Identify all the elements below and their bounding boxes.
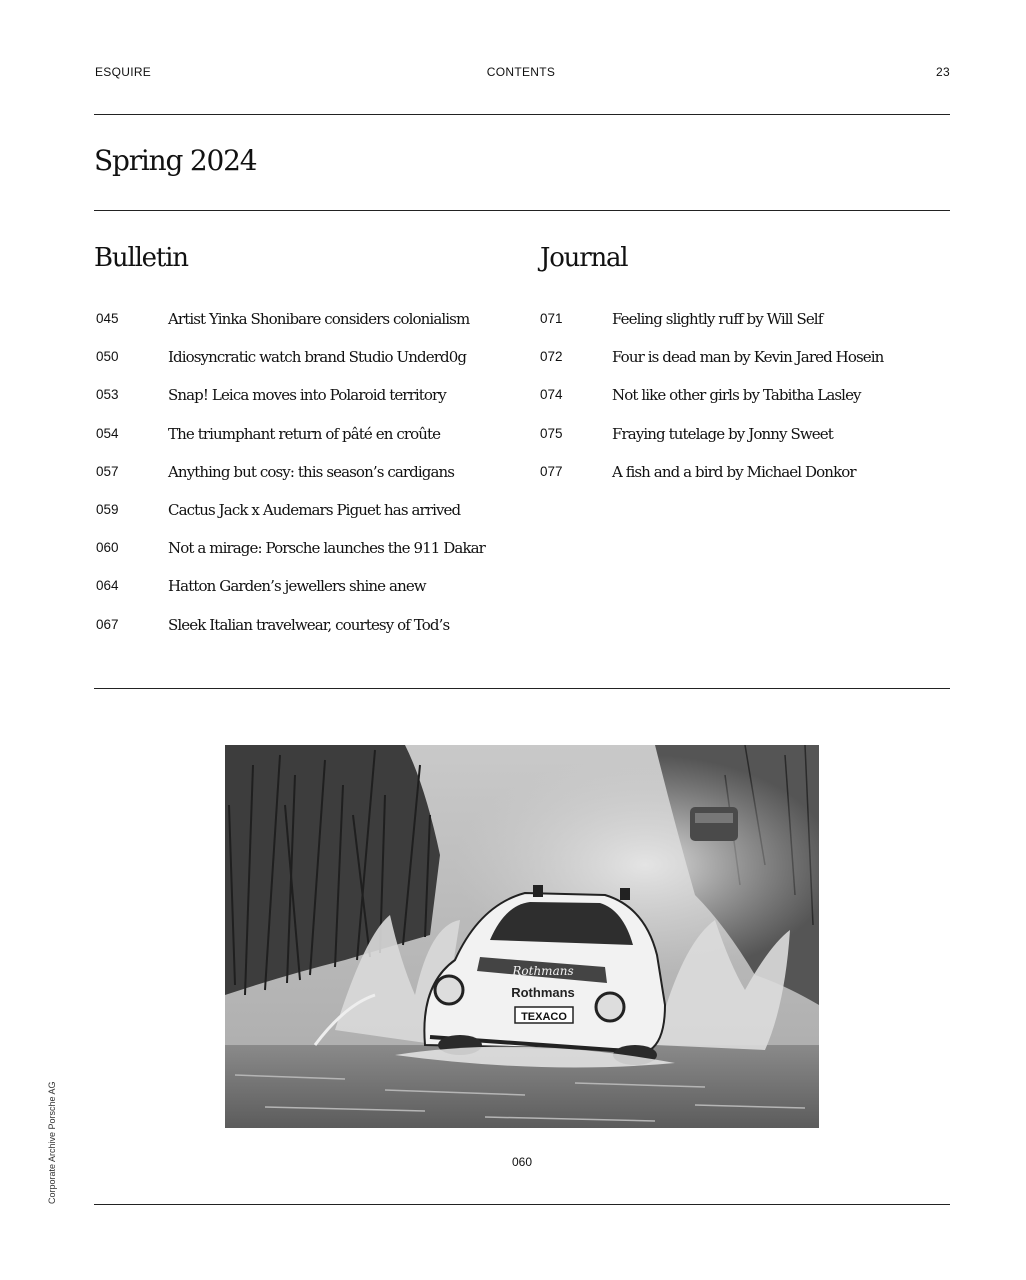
journal-item[interactable] [538, 338, 883, 376]
bulletin-item[interactable] [94, 491, 485, 529]
bulletin-item[interactable] [94, 376, 485, 414]
bulletin-item[interactable] [94, 453, 485, 491]
headlight-right [596, 993, 624, 1021]
journal-heading: Journal [540, 243, 628, 273]
distant-vehicle [690, 807, 738, 841]
section-label: CONTENTS [486, 65, 556, 79]
roof-light-right [620, 888, 630, 900]
toc-page-number: 071 [540, 311, 563, 327]
toc-page-number: 053 [96, 387, 119, 403]
issue-title: Spring 2024 [94, 144, 257, 177]
divider-under-title [94, 210, 950, 211]
toc-entry-title: Idiosyncratic watch brand Studio Underd0g [168, 348, 467, 367]
toc-page-number: 064 [96, 578, 119, 594]
toc-page-number: 059 [96, 502, 119, 518]
toc-entry-title: Snap! Leica moves into Polaroid territory [168, 386, 446, 405]
toc-entry-title: Artist Yinka Shonibare considers colonialism [168, 310, 470, 329]
journal-item[interactable] [538, 415, 883, 453]
photo-credit: Corporate Archive Porsche AG [47, 1081, 57, 1204]
toc-page-number: 057 [96, 463, 119, 479]
bulletin-item[interactable] [94, 606, 485, 644]
divider-top [94, 114, 950, 115]
roof-light-left [533, 885, 543, 897]
bulletin-item[interactable] [94, 567, 485, 605]
fuel-sponsor-text: TEXACO [521, 1011, 567, 1023]
page-number: 23 [936, 65, 950, 79]
distant-vehicle-windshield [695, 813, 733, 823]
toc-entry-title: Hatton Garden’s jewellers shine anew [168, 577, 426, 596]
photo-page-reference: 060 [511, 1155, 533, 1169]
divider-above-photo [94, 688, 950, 689]
bulletin-item[interactable] [94, 338, 485, 376]
toc-entry-title: Cactus Jack x Audemars Piguet has arrived [168, 501, 461, 520]
toc-entry-title: Sleek Italian travelwear, courtesy of Tod’s [168, 615, 450, 634]
toc-entry-title: The triumphant return of pâté en croûte [168, 424, 441, 443]
bulletin-list [94, 300, 485, 644]
divider-bottom [94, 1204, 950, 1205]
journal-item[interactable] [538, 300, 883, 338]
car-sponsor-text: Rothmans [511, 985, 575, 1000]
headlight-left [435, 976, 463, 1004]
bulletin-heading: Bulletin [94, 243, 188, 273]
toc-page-number: 045 [96, 311, 119, 327]
bulletin-item[interactable] [94, 300, 485, 338]
toc-page-number: 054 [96, 425, 119, 441]
rally-car-illustration [225, 745, 819, 1128]
toc-page-number: 077 [540, 463, 563, 479]
toc-page-number: 060 [96, 540, 119, 556]
toc-entry-title: A fish and a bird by Michael Donkor [612, 462, 856, 481]
journal-list [538, 300, 883, 491]
toc-entry-title: Four is dead man by Kevin Jared Hosein [612, 348, 884, 367]
toc-entry-title: Not like other girls by Tabitha Lasley [612, 386, 861, 405]
bulletin-item[interactable] [94, 529, 485, 567]
hood-sponsor-text: Rothmans [512, 964, 574, 978]
toc-page-number: 075 [540, 425, 563, 441]
toc-entry-title: Fraying tutelage by Jonny Sweet [612, 424, 833, 443]
toc-entry-title: Not a mirage: Porsche launches the 911 Dakar [168, 539, 485, 558]
toc-page-number: 067 [96, 616, 119, 632]
publication-name: ESQUIRE [95, 65, 152, 79]
toc-entry-title: Anything but cosy: this season’s cardigans [168, 462, 455, 481]
rally-car-photo[interactable] [225, 745, 819, 1128]
toc-page-number: 072 [540, 349, 563, 365]
bulletin-item[interactable] [94, 415, 485, 453]
journal-item[interactable] [538, 453, 883, 491]
toc-entry-title: Feeling slightly ruff by Will Self [612, 310, 823, 329]
toc-page-number: 050 [96, 349, 119, 365]
journal-item[interactable] [538, 376, 883, 414]
toc-page-number: 074 [540, 387, 563, 403]
